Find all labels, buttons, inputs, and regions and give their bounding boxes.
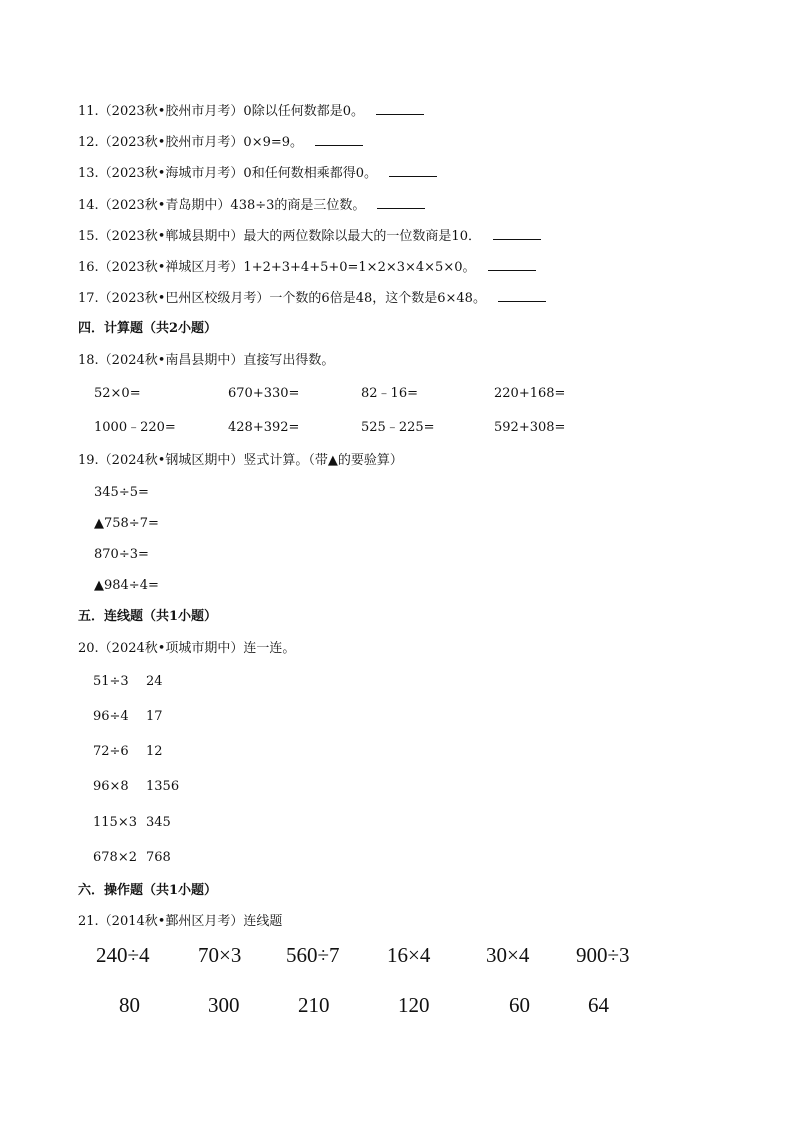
match-bottom-item[interactable]: 210 (298, 993, 330, 1017)
calc-item: 220+168= (494, 386, 566, 401)
vertical-calc-item: ▲984÷4= (94, 578, 159, 593)
answer-blank[interactable] (376, 102, 424, 115)
answer-blank[interactable] (315, 133, 363, 146)
calc-item: 670+330= (228, 386, 300, 401)
match-bottom-item[interactable]: 80 (119, 993, 140, 1017)
match-left-item[interactable]: 51÷3 (93, 674, 129, 689)
question-20-prompt: 20.（2024秋•项城市期中）连一连。 (78, 641, 296, 656)
answer-blank[interactable] (488, 258, 536, 271)
match-top-item[interactable]: 900÷3 (576, 943, 630, 967)
match-bottom-item[interactable]: 64 (588, 993, 609, 1017)
answer-blank[interactable] (377, 196, 425, 209)
calc-item: 592+308= (494, 420, 566, 435)
match-bottom-item[interactable]: 300 (208, 993, 240, 1017)
question-text: 15.（2023秋•郸城县期中）最大的两位数除以最大的一位数商是10． (78, 229, 481, 244)
match-right-item[interactable]: 768 (146, 850, 171, 865)
match-top-item[interactable]: 560÷7 (286, 943, 340, 967)
answer-blank[interactable] (493, 227, 541, 240)
question-15 (78, 227, 541, 246)
section-heading-matching: 五．连线题（共1小题） (78, 609, 218, 624)
match-right-item[interactable]: 24 (146, 674, 163, 689)
match-top-item[interactable]: 240÷4 (96, 943, 150, 967)
question-17 (78, 289, 546, 308)
match-bottom-item[interactable]: 120 (398, 993, 430, 1017)
match-right-item[interactable]: 17 (146, 709, 163, 724)
question-18-prompt: 18.（2024秋•南昌县期中）直接写出得数。 (78, 353, 335, 368)
calc-item: 428+392= (228, 420, 300, 435)
question-14 (78, 196, 425, 215)
match-left-item[interactable]: 72÷6 (93, 744, 129, 759)
match-left-item[interactable]: 96×8 (93, 779, 129, 794)
match-top-item[interactable]: 70×3 (198, 943, 242, 967)
section-heading-operation: 六．操作题（共1小题） (78, 883, 218, 898)
match-left-item[interactable]: 96÷4 (93, 709, 129, 724)
calc-item: 52×0= (94, 386, 141, 401)
answer-blank[interactable] (498, 289, 546, 302)
question-text: 12.（2023秋•胶州市月考）0×9=9。 (78, 135, 304, 150)
section-heading-calculation: 四．计算题（共2小题） (78, 321, 218, 336)
match-right-item[interactable]: 345 (146, 815, 171, 830)
question-text: 11.（2023秋•胶州市月考）0除以任何数都是0。 (78, 104, 364, 119)
vertical-calc-item: ▲758÷7= (94, 516, 159, 531)
calc-item: 1000﹣220= (94, 420, 176, 435)
question-text: 14.（2023秋•青岛期中）438÷3的商是三位数。 (78, 198, 366, 213)
calc-item: 525﹣225= (361, 420, 435, 435)
match-bottom-item[interactable]: 60 (509, 993, 530, 1017)
question-11 (78, 102, 424, 121)
question-21-prompt: 21.（2014秋•鄞州区月考）连线题 (78, 914, 283, 929)
question-text: 16.（2023秋•禅城区月考）1+2+3+4+5+0=1×2×3×4×5×0。 (78, 260, 476, 275)
answer-blank[interactable] (389, 164, 437, 177)
question-12 (78, 133, 363, 152)
match-left-item[interactable]: 678×2 (93, 850, 137, 865)
question-text: 17.（2023秋•巴州区校级月考）一个数的6倍是48，这个数是6×48。 (78, 291, 486, 306)
calc-item: 82﹣16= (361, 386, 418, 401)
question-text: 13.（2023秋•海城市月考）0和任何数相乘都得0。 (78, 166, 377, 181)
match-top-item[interactable]: 30×4 (486, 943, 530, 967)
match-left-item[interactable]: 115×3 (93, 815, 137, 830)
vertical-calc-item: 345÷5= (94, 485, 149, 500)
question-19-prompt: 19.（2024秋•钢城区期中）竖式计算。（带▲的要验算） (78, 453, 403, 468)
vertical-calc-item: 870÷3= (94, 547, 149, 562)
match-right-item[interactable]: 1356 (146, 779, 180, 794)
match-top-item[interactable]: 16×4 (387, 943, 431, 967)
question-16 (78, 258, 536, 277)
match-right-item[interactable]: 12 (146, 744, 163, 759)
question-13 (78, 164, 437, 183)
